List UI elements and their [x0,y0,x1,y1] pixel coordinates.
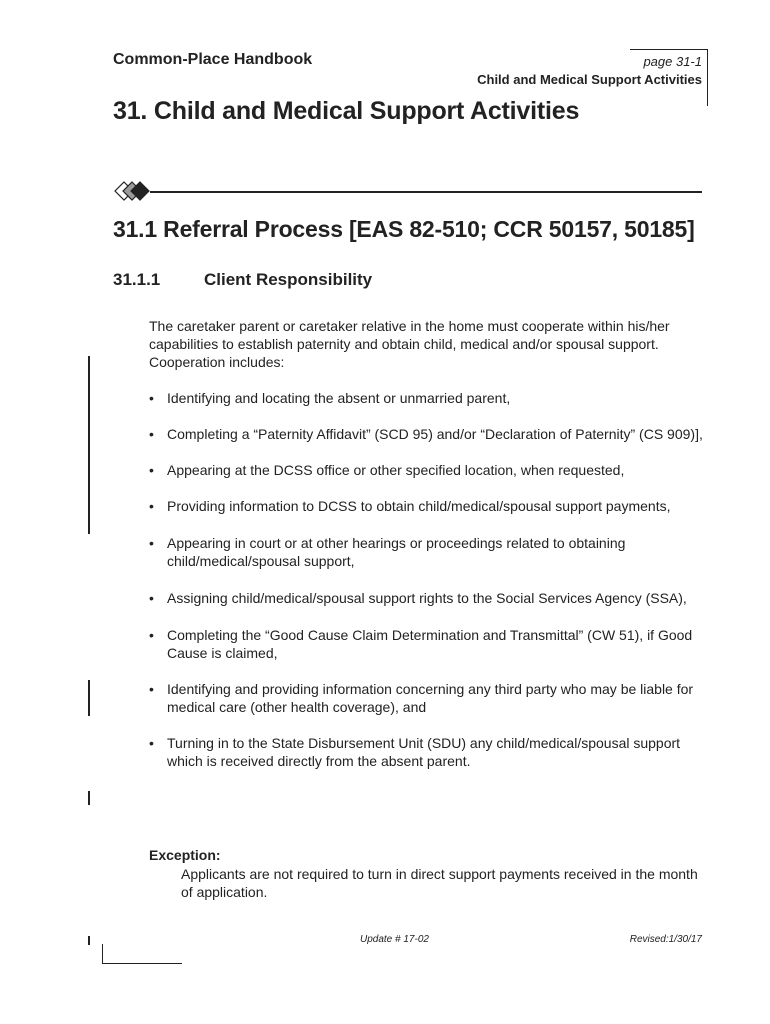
list-item-text: Identifying and providing information concerning any third party who may be liable for medical care (other health coverage), and [167,681,694,715]
list-item-text: Completing the “Good Cause Claim Determination and Transmittal” (CW 51), if Good Cause is claimed, [167,627,693,661]
list-item [149,425,704,443]
diamond-ornament-icon [113,180,157,207]
footer-update: Update # 17-02 [360,934,429,945]
bullet-icon: • [149,590,154,606]
handbook-title: Common-Place Handbook [113,51,313,68]
bullet-icon: • [149,735,154,751]
list-item [149,461,704,479]
subsection-title: Client Responsibility [204,270,373,289]
bullet-icon: • [149,627,154,643]
footer-bracket-rule [102,963,182,964]
list-item-text: Appearing at the DCSS office or other specified location, when requested, [167,462,625,478]
list-item [149,589,704,607]
cooperation-list [149,389,704,788]
list-item [149,534,704,570]
list-item [149,497,704,515]
bullet-icon: • [149,462,154,478]
running-title: Child and Medical Support Activities [477,72,702,87]
change-bar [88,680,90,716]
list-item-text: Appearing in court or at other hearings or proceedings related to obtaining child/medical/spousal support, [167,535,626,569]
section-divider [150,191,702,193]
bullet-icon: • [149,498,154,514]
list-item [149,626,704,662]
page-number: page 31-1 [643,54,702,69]
intro-paragraph: The caretaker parent or caretaker relative in the home must cooperate within his/her capabilities to establish paternity and obtain child, medical and/or spousal support. Cooperation includes: [149,318,670,370]
list-item [149,734,704,770]
exception-label: Exception: [149,847,221,863]
list-item-text: Assigning child/medical/spousal support rights to the Social Services Agency (SSA), [167,590,687,606]
list-item [149,389,704,407]
bullet-icon: • [149,681,154,697]
footer-bracket [102,944,103,964]
list-item-text: Turning in to the State Disbursement Unit (SDU) any child/medical/spousal support which is received directly from the absent parent. [167,735,681,769]
footer-revised: Revised:1/30/17 [629,934,702,945]
change-bar [88,936,90,945]
header-rule-right [707,49,708,106]
header-rule-top [630,49,708,50]
change-bar [88,356,90,534]
list-item [149,680,704,716]
bullet-icon: • [149,535,154,551]
list-item-text: Identifying and locating the absent or unmarried parent, [167,390,511,406]
bullet-icon: • [149,426,154,442]
bullet-icon: • [149,390,154,406]
list-item-text: Providing information to DCSS to obtain child/medical/spousal support payments, [167,498,671,514]
subsection-number: 31.1.1 [113,270,161,289]
list-item-text: Completing a “Paternity Affidavit” (SCD 95) and/or “Declaration of Paternity” (CS 909)], [167,426,703,442]
change-bar [88,791,90,805]
exception-text: Applicants are not required to turn in direct support payments received in the month of application. [181,866,698,900]
chapter-title: 31. Child and Medical Support Activities [113,97,580,125]
section-title: 31.1 Referral Process [EAS 82-510; CCR 50157, 50185] [113,216,695,242]
